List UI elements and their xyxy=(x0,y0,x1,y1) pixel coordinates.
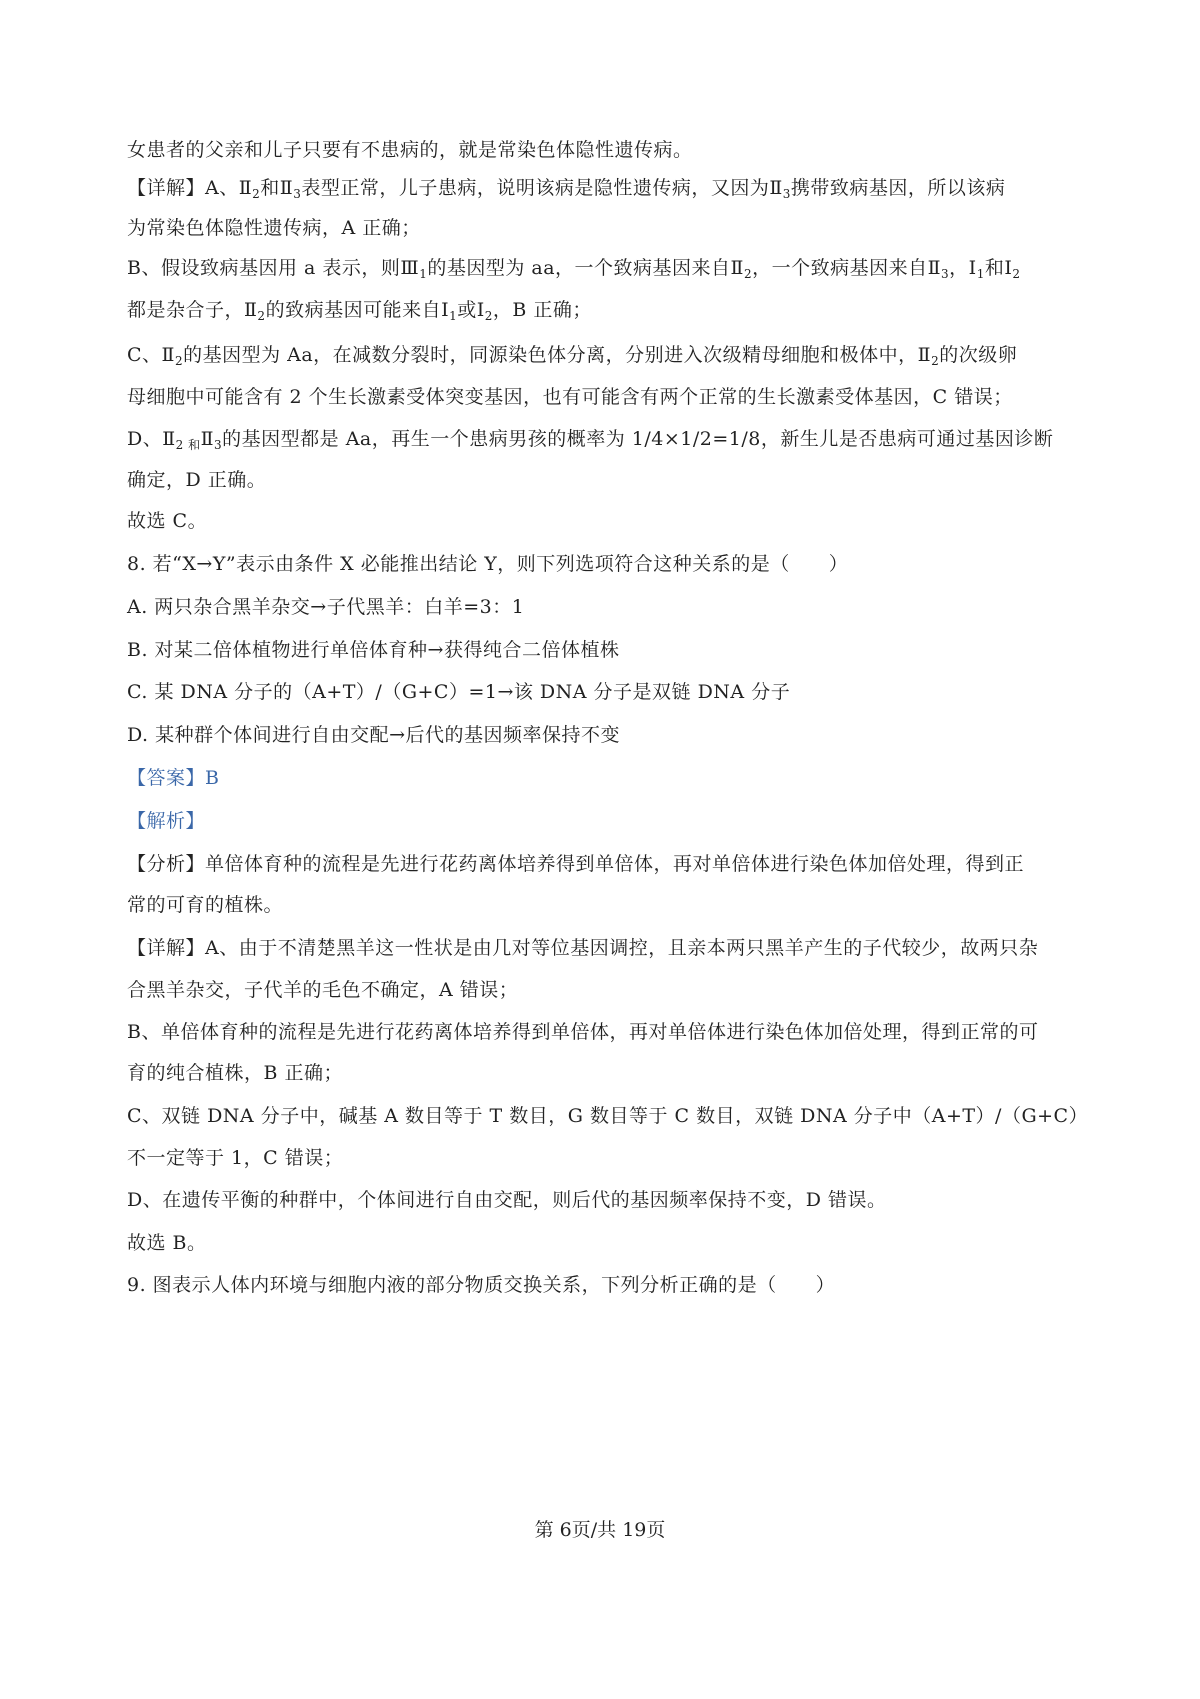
subscript: 1 xyxy=(449,309,458,323)
text-span: 的次级卵 xyxy=(939,344,1018,366)
subscript: 2 xyxy=(252,187,261,201)
text-span: 都是杂合子，Ⅱ xyxy=(127,299,258,321)
text-line xyxy=(127,508,1087,534)
text-span: 故选 C。 xyxy=(127,510,208,532)
option-text: B. 对某二倍体植物进行单倍体育种→获得纯合二倍体植株 xyxy=(127,639,620,661)
question-stem: 9. 图表示人体内环境与细胞内液的部分物质交换关系，下列分析正确的是（ ） xyxy=(127,1274,836,1296)
text-span: C、双链 DNA 分子中，碱基 A 数目等于 T 数目，G 数目等于 C 数目，双链 DNA 分子中（A+T）/（G+C） xyxy=(127,1105,1089,1127)
subscript: 2 xyxy=(931,354,940,368)
text-line xyxy=(127,892,1087,918)
text-line xyxy=(127,175,1087,201)
detail-tag: 【详解】 xyxy=(127,177,206,199)
text-span: D、在遗传平衡的种群中，个体间进行自由交配，则后代的基因频率保持不变，D 错误。 xyxy=(127,1189,887,1211)
question-stem: 8. 若“X→Y”表示由条件 X 必能推出结论 Y，则下列选项符合这种关系的是（ ） xyxy=(127,553,849,575)
text-span: 女患者的父亲和儿子只要有不患病的，就是常染色体隐性遗传病。 xyxy=(127,139,693,161)
text-span: 和Ⅰ xyxy=(984,257,1013,279)
text-span: ，Ⅰ xyxy=(949,257,977,279)
text-span: ，一个致病基因来自Ⅱ xyxy=(752,257,942,279)
text-line xyxy=(127,1187,1087,1213)
subscript: 2 xyxy=(257,309,266,323)
analysis-label xyxy=(127,808,1087,834)
question-8 xyxy=(127,551,1087,577)
text-span: 故选 B。 xyxy=(127,1232,207,1254)
subscript: 3 xyxy=(941,267,950,281)
text-span: D、Ⅱ xyxy=(127,428,176,450)
detail-tag: 【详解】 xyxy=(127,937,206,959)
text-span: 单倍体育种的流程是先进行花药离体培养得到单倍体，再对单倍体进行染色体加倍处理，得到正 xyxy=(205,853,1025,875)
question-9 xyxy=(127,1272,1087,1298)
text-span: B、假设致病基因用 a 表示，则Ⅲ xyxy=(127,257,420,279)
subscript: 3 xyxy=(293,187,302,201)
text-span: 合黑羊杂交，子代羊的毛色不确定，A 错误； xyxy=(127,979,519,1001)
text-span: Ⅱ xyxy=(200,428,215,450)
text-line xyxy=(127,1230,1087,1256)
text-line xyxy=(127,255,1087,281)
text-span: A、由于不清楚黑羊这一性状是由几对等位基因调控，且亲本两只黑羊产生的子代较少，故两只杂 xyxy=(205,937,1039,959)
text-line xyxy=(127,1103,1087,1129)
answer-text: 【答案】B xyxy=(127,767,220,789)
subscript: 2 xyxy=(484,309,493,323)
subscript: 1 xyxy=(976,267,985,281)
text-line xyxy=(127,1019,1087,1045)
text-span: 的基因型为 Aa，在减数分裂时，同源染色体分离，分别进入次级精母细胞和极体中，Ⅱ xyxy=(183,344,932,366)
subscript: 3 xyxy=(214,438,223,452)
subscript: 2 xyxy=(1012,267,1021,281)
option-text: D. 某种群个体间进行自由交配→后代的基因频率保持不变 xyxy=(127,724,621,746)
text-span: B、单倍体育种的流程是先进行花药离体培养得到单倍体，再对单倍体进行染色体加倍处理，得到正常的可 xyxy=(127,1021,1039,1043)
text-span: 育的纯合植株，B 正确； xyxy=(127,1062,344,1084)
text-span: 和Ⅱ xyxy=(260,177,294,199)
text-span: 携带致病基因，所以该病 xyxy=(790,177,1006,199)
answer-label xyxy=(127,765,1087,791)
text-line xyxy=(127,935,1087,961)
text-line xyxy=(127,851,1087,877)
text-span: 母细胞中可能含有 2 个生长激素受体突变基因，也有可能含有两个正常的生长激素受体基因，C 错误； xyxy=(127,386,1013,408)
subscript: 2 xyxy=(743,267,753,281)
text-line xyxy=(127,297,1087,323)
option-text: C. 某 DNA 分子的（A+T）/（G+C）=1→该 DNA 分子是双链 DNA 分子 xyxy=(127,681,791,703)
option-c xyxy=(127,679,1087,705)
text-span: ，B 正确； xyxy=(492,299,592,321)
text-line xyxy=(127,467,1087,493)
text-span: 的基因型都是 Aa，再生一个患病男孩的概率为 1/4×1/2=1/8，新生儿是否患病可通过基因诊断 xyxy=(222,428,1054,450)
text-line xyxy=(127,215,1087,241)
text-span: 表型正常，儿子患病，说明该病是隐性遗传病，又因为Ⅱ xyxy=(301,177,783,199)
subscript: 2 和 xyxy=(175,438,201,452)
text-span: 的致病基因可能来自Ⅰ xyxy=(265,299,450,321)
text-span: 不一定等于 1，C 错误； xyxy=(127,1147,344,1169)
analysis-text: 【解析】 xyxy=(127,810,206,832)
text-span: 常的可育的植株。 xyxy=(127,894,284,916)
option-a xyxy=(127,594,1087,620)
text-span: 或Ⅰ xyxy=(457,299,485,321)
subscript: 2 xyxy=(174,354,184,368)
text-line xyxy=(127,426,1087,452)
text-line xyxy=(127,342,1087,368)
option-d xyxy=(127,722,1087,748)
analysis-tag: 【分析】 xyxy=(127,853,206,875)
subscript: 1 xyxy=(419,267,428,281)
option-text: A. 两只杂合黑羊杂交→子代黑羊：白羊=3：1 xyxy=(127,596,525,618)
text-span: 的基因型为 aa，一个致病基因来自Ⅱ xyxy=(427,257,744,279)
subscript: 3 xyxy=(782,187,791,201)
text-span: C、Ⅱ xyxy=(127,344,175,366)
text-span: A、Ⅱ xyxy=(205,177,253,199)
text-line xyxy=(127,1145,1087,1171)
text-span: 为常染色体隐性遗传病，A 正确； xyxy=(127,217,421,239)
option-b xyxy=(127,637,1087,663)
text-line xyxy=(127,977,1087,1003)
text-span: 确定，D 正确。 xyxy=(127,469,267,491)
text-line xyxy=(127,384,1087,410)
text-line xyxy=(127,137,1087,163)
text-line xyxy=(127,1060,1087,1086)
page-number: 第 6页/共 19页 xyxy=(534,1519,666,1541)
